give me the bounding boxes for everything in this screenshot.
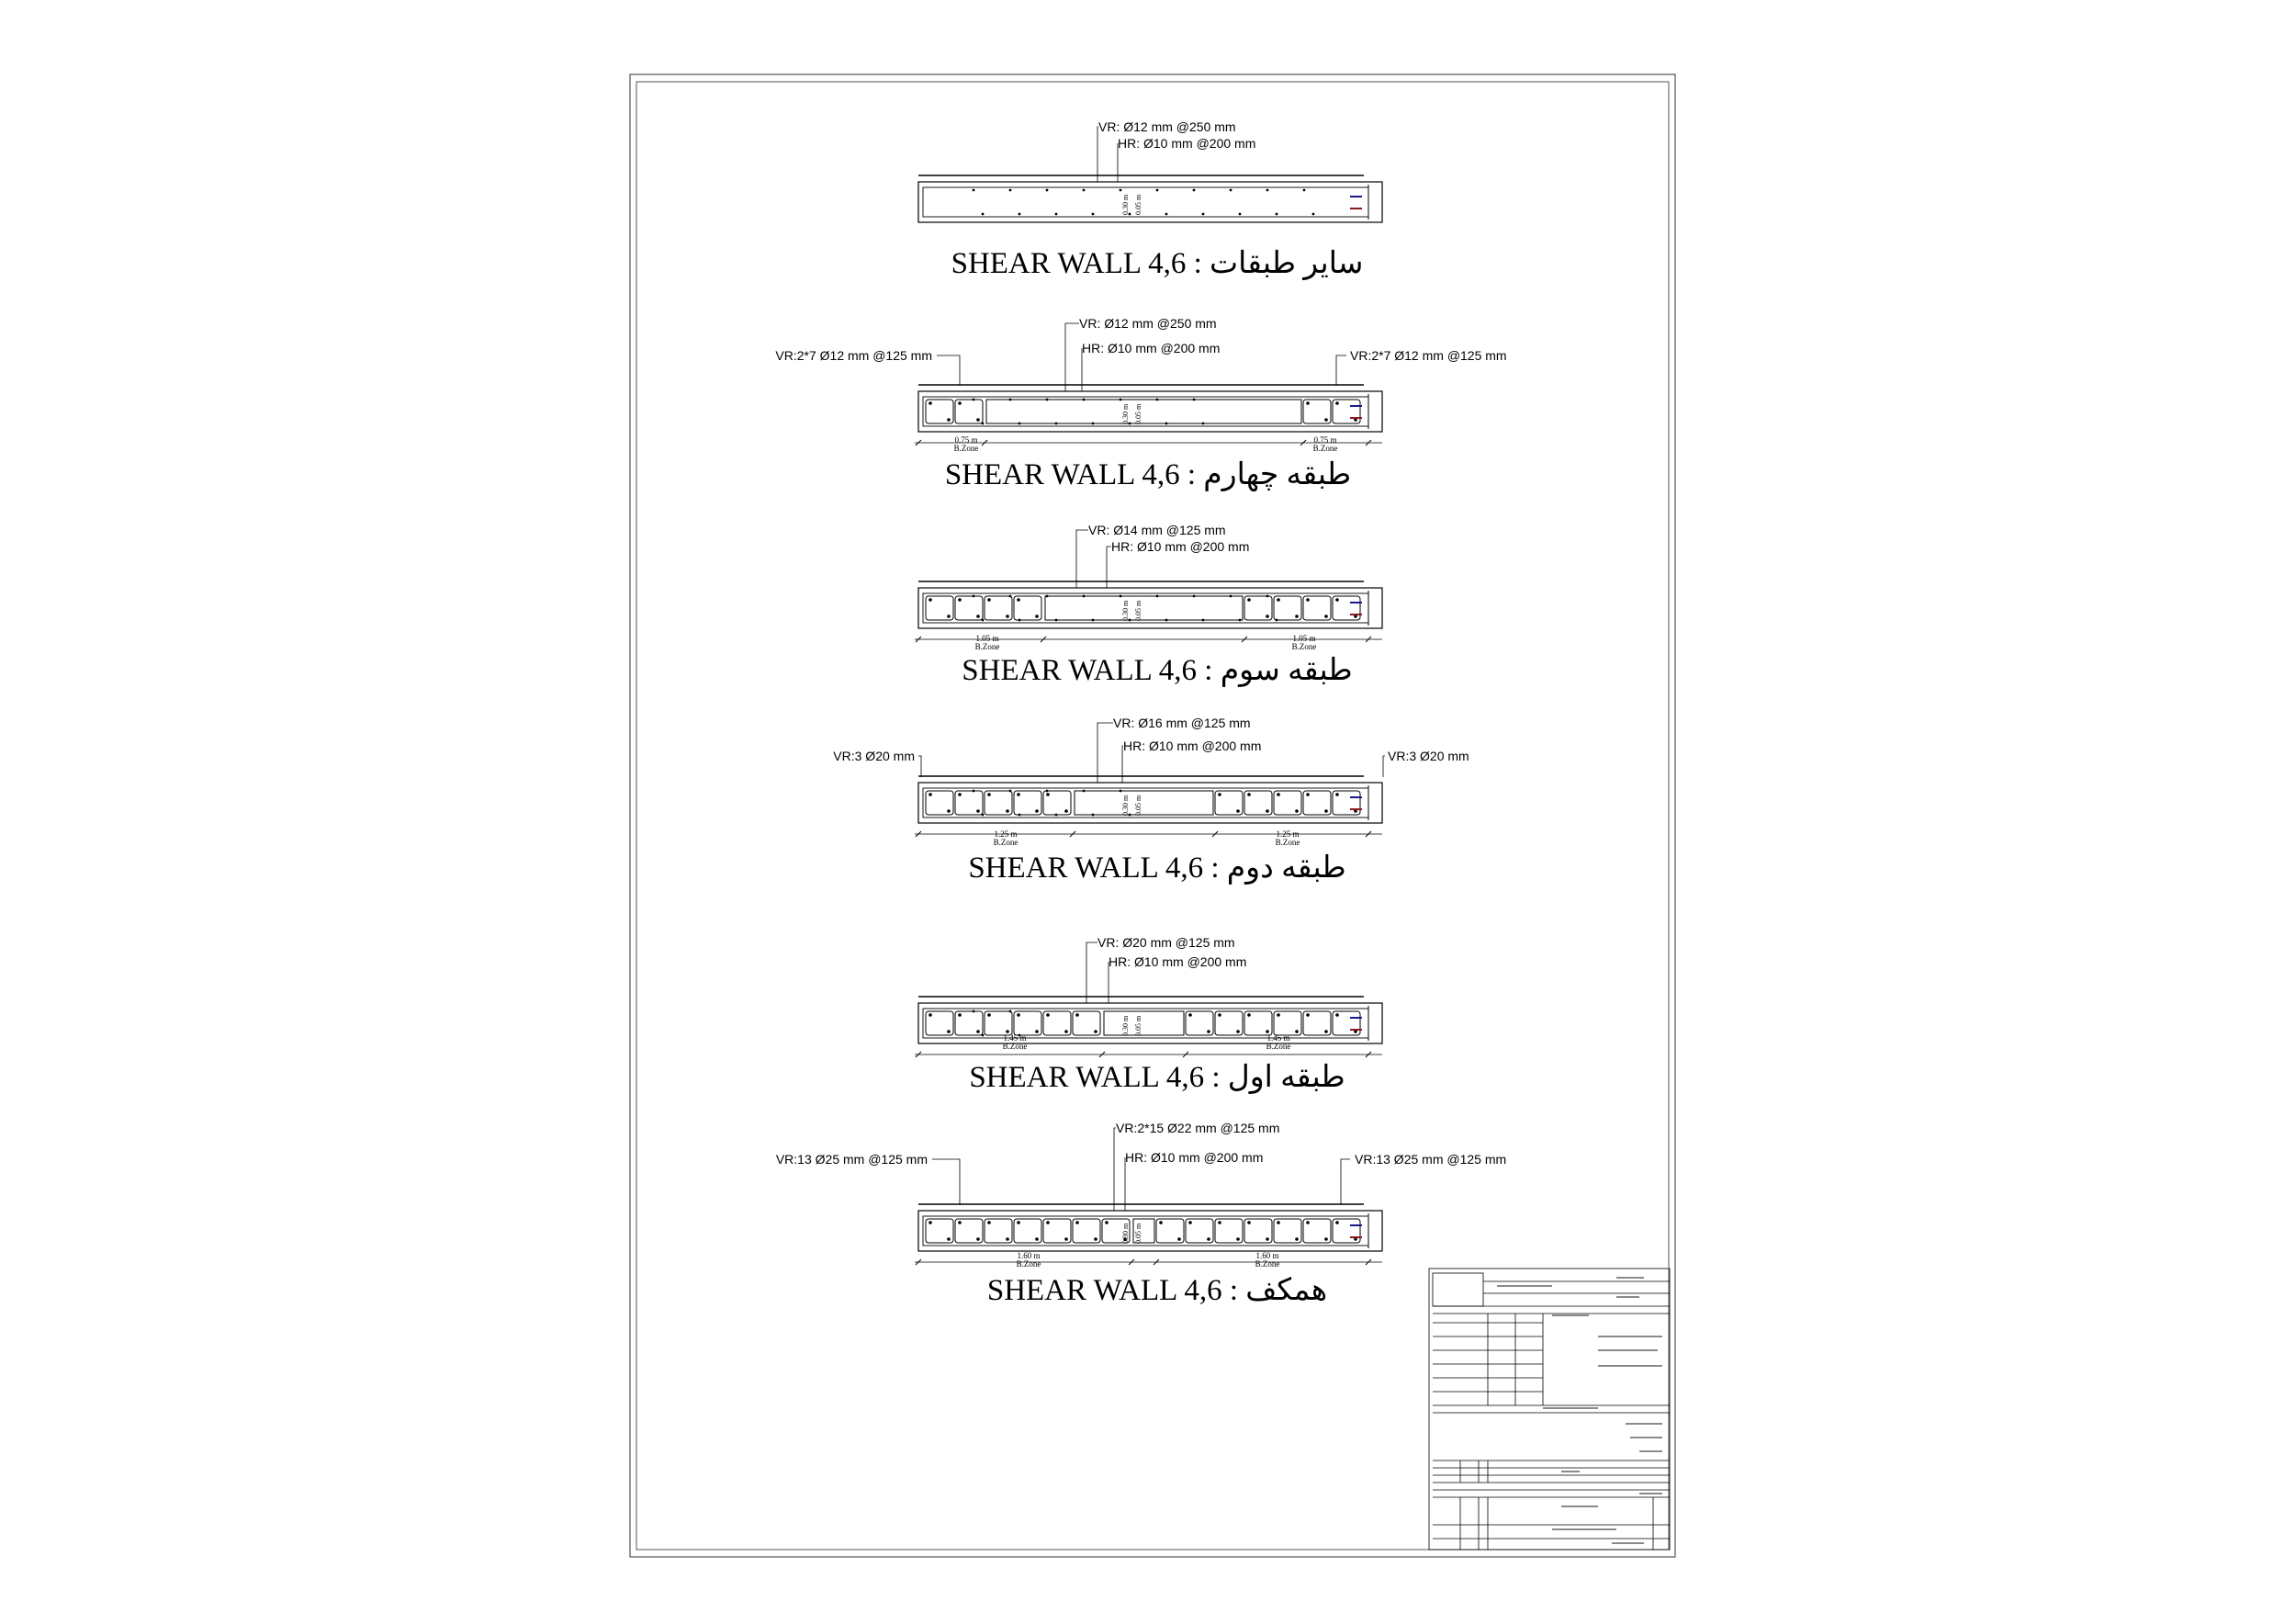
rebar-dot (982, 1034, 985, 1037)
rebar-dot (1120, 595, 1122, 598)
left-dim: 1.60 m (1017, 1251, 1041, 1260)
thickness-dim: 0.30 m (1121, 194, 1130, 215)
outer-border (630, 74, 1675, 1557)
thickness-dim: 0.30 m (1121, 1015, 1130, 1036)
left-zone: B.Zone (1002, 1042, 1028, 1051)
left-zone: B.Zone (974, 642, 1000, 651)
cover-dim: 0.05 m (1134, 600, 1142, 621)
rebar-dot (1276, 619, 1278, 622)
left-dim: 1.45 m (1003, 1033, 1027, 1043)
rebar-dot (1188, 1221, 1192, 1224)
rebar-dot (1035, 1237, 1039, 1241)
rebar-dot (1019, 213, 1021, 216)
rebar-dot (1230, 595, 1232, 598)
rebar-dot (1120, 189, 1122, 192)
rebar-dot (1193, 399, 1196, 401)
thickness-dim: 0.30 m (1121, 1223, 1130, 1244)
rebar-dot (1312, 213, 1315, 216)
right-bar-label: VR:2*7 Ø12 mm @125 mm (1350, 348, 1507, 363)
rebar-dot (1156, 189, 1159, 192)
rebar-dot (1236, 1030, 1240, 1033)
wall-outline (918, 1003, 1382, 1043)
rebar-dot (1335, 401, 1339, 405)
rebar-dot (1055, 619, 1058, 622)
rebar-dot (1009, 189, 1012, 192)
rebar-dot (958, 1013, 962, 1017)
cover-dim: 0.05 m (1134, 1223, 1142, 1244)
right-bar-label: VR:13 Ø25 mm @125 mm (1355, 1152, 1507, 1167)
wall-section-5 (915, 935, 1382, 1095)
rebar-dot (1303, 189, 1306, 192)
rebar-dot (1094, 1237, 1097, 1241)
rebar-dot (929, 793, 932, 796)
rebar-dot (1306, 793, 1310, 796)
inner-border (636, 82, 1669, 1550)
rebar-dot (1083, 399, 1086, 401)
rebar-dot (1035, 809, 1039, 813)
vr-label: VR: Ø14 mm @125 mm (1088, 523, 1226, 537)
section-title: SHEAR WALL 4,6 : طبقه دوم (968, 851, 1346, 885)
cover-dim: 0.05 m (1134, 403, 1142, 424)
right-dim: 1.05 m (1292, 634, 1316, 643)
rebar-dot (1009, 1010, 1012, 1013)
rebar-dot (1165, 619, 1168, 622)
thickness-dim: 0.30 m (1121, 403, 1130, 424)
rebar-dot (1009, 595, 1012, 598)
rebar-dot (1188, 1013, 1192, 1017)
rebar-dot (987, 1013, 991, 1017)
rebar-dot (973, 399, 975, 401)
rebar-dot (1277, 1013, 1280, 1017)
rebar-dot (1266, 615, 1269, 618)
wall-outline (918, 182, 1382, 222)
rebar-dot (1236, 809, 1240, 813)
vr-label: VR: Ø12 mm @250 mm (1098, 119, 1236, 134)
right-bar-leader (1383, 756, 1385, 777)
right-dim: 1.45 m (1266, 1033, 1290, 1043)
left-bar-leader (937, 355, 960, 386)
rebar-dot (1324, 418, 1328, 422)
rebar-dot (987, 598, 991, 602)
rebar-dot (1075, 1221, 1079, 1224)
rebar-dot (1277, 793, 1280, 796)
rebar-dot (1075, 1013, 1079, 1017)
left-dim: 1.25 m (994, 829, 1018, 839)
rebar-dot (976, 1237, 980, 1241)
web-hoop (1045, 596, 1243, 620)
rebar-dot (1335, 1221, 1339, 1224)
left-zone: B.Zone (953, 444, 979, 453)
rebar-dot (973, 1010, 975, 1013)
rebar-dot (1156, 595, 1159, 598)
wall-section-4 (833, 716, 1469, 885)
right-dim: 1.60 m (1255, 1251, 1279, 1260)
right-zone: B.Zone (1266, 1042, 1291, 1051)
right-zone: B.Zone (1291, 642, 1317, 651)
wall-outline (918, 783, 1382, 823)
title-block (1429, 1269, 1670, 1550)
rebar-dot (1017, 1013, 1020, 1017)
cover-dim: 0.05 m (1134, 795, 1142, 816)
rebar-dot (1247, 1013, 1251, 1017)
right-dim: 0.75 m (1313, 435, 1337, 445)
wall-plan (915, 1128, 1382, 1265)
rebar-dot (1092, 814, 1095, 817)
rebar-dot (1092, 213, 1095, 216)
rebar-dot (1295, 615, 1299, 618)
rebar-dot (973, 189, 975, 192)
rebar-dot (1083, 790, 1086, 793)
right-bar-leader (1341, 1159, 1350, 1205)
left-bar-label: VR:2*7 Ø12 mm @125 mm (775, 348, 932, 363)
wall-section-6 (776, 1121, 1506, 1307)
rebar-dot (1239, 213, 1242, 216)
vr-leader (1086, 942, 1097, 1003)
rebar-dot (1247, 1221, 1251, 1224)
rebar-dot (1017, 1221, 1020, 1224)
vr-label: VR: Ø20 mm @125 mm (1097, 935, 1235, 950)
rebar-dot (1006, 809, 1009, 813)
left-bar-label: VR:3 Ø20 mm (833, 749, 915, 763)
rebar-dot (1207, 1237, 1210, 1241)
rebar-dot (1324, 1030, 1328, 1033)
vr-leader (1065, 323, 1079, 391)
rebar-dot (973, 790, 975, 793)
rebar-dot (1046, 399, 1049, 401)
rebar-dot (1266, 809, 1269, 813)
rebar-dot (1046, 793, 1050, 796)
rebar-dot (1006, 1237, 1009, 1241)
rebar-dot (976, 418, 980, 422)
cover-dim: 0.05 m (1134, 1015, 1142, 1036)
rebar-dot (1159, 1221, 1163, 1224)
rebar-dot (1046, 595, 1049, 598)
rebar-dot (973, 595, 975, 598)
rebar-dot (1055, 814, 1058, 817)
rebar-dot (1177, 1237, 1181, 1241)
wall-section-2 (775, 316, 1506, 492)
rebar-dot (958, 793, 962, 796)
cover-dim: 0.05 m (1134, 194, 1142, 215)
right-bar-label: VR:3 Ø20 mm (1388, 749, 1469, 763)
rebar-dot (947, 615, 951, 618)
vr-leader (1097, 723, 1113, 783)
rebar-dot (1046, 1013, 1050, 1017)
rebar-dot (1295, 1030, 1299, 1033)
rebar-dot (929, 598, 932, 602)
rebar-dot (987, 793, 991, 796)
right-zone: B.Zone (1312, 444, 1338, 453)
rebar-dot (982, 213, 985, 216)
rebar-dot (1017, 598, 1020, 602)
rebar-dot (1165, 213, 1168, 216)
rebar-dot (1120, 399, 1122, 401)
left-dim: 1.05 m (975, 634, 999, 643)
rebar-dot (1120, 790, 1122, 793)
left-bar-leader (918, 756, 921, 777)
rebar-dot (1335, 1013, 1339, 1017)
left-zone: B.Zone (993, 838, 1019, 847)
rebar-dot (1055, 213, 1058, 216)
rebar-dot (1046, 1221, 1050, 1224)
thickness-dim: 0.30 m (1121, 600, 1130, 621)
rebar-dot (1046, 790, 1049, 793)
right-dim: 1.25 m (1276, 829, 1300, 839)
rebar-dot (1202, 213, 1205, 216)
rebar-dot (1035, 1030, 1039, 1033)
rebar-dot (1247, 793, 1251, 796)
rebar-dot (1083, 189, 1086, 192)
rebar-dot (1236, 1237, 1240, 1241)
hr-label: HR: Ø10 mm @200 mm (1109, 954, 1247, 969)
rebar-dot (1009, 790, 1012, 793)
rebar-dot (1017, 793, 1020, 796)
rebar-dot (982, 814, 985, 817)
rebar-dot (958, 401, 962, 405)
rebar-dot (1193, 189, 1196, 192)
rebar-dot (947, 418, 951, 422)
rebar-cage (923, 187, 1368, 217)
rebar-dot (1324, 1237, 1328, 1241)
section-title: SHEAR WALL 4,6 : طبقه اول (969, 1061, 1345, 1094)
rebar-dot (958, 1221, 962, 1224)
wall-outline (918, 391, 1382, 432)
rebar-dot (1335, 598, 1339, 602)
rebar-dot (1277, 598, 1280, 602)
rebar-dot (1105, 1221, 1109, 1224)
rebar-dot (1064, 809, 1068, 813)
rebar-dot (1324, 615, 1328, 618)
rebar-dot (976, 615, 980, 618)
rebar-dot (1207, 1030, 1210, 1033)
hr-label: HR: Ø10 mm @200 mm (1118, 136, 1256, 151)
rebar-dot (1266, 595, 1269, 598)
wall-outline (918, 588, 1382, 628)
rebar-dot (987, 1221, 991, 1224)
rebar-dot (1306, 401, 1310, 405)
wall-section-1 (918, 119, 1382, 281)
rebar-dot (1218, 1221, 1221, 1224)
rebar-dot (1083, 595, 1086, 598)
rebar-dot (1019, 423, 1021, 425)
rebar-dot (1046, 189, 1049, 192)
vr-label: VR:2*15 Ø22 mm @125 mm (1116, 1121, 1280, 1135)
rebar-dot (1156, 399, 1159, 401)
rebar-dot (1064, 1237, 1068, 1241)
rebar-dot (929, 1013, 932, 1017)
rebar-dot (1306, 598, 1310, 602)
rebar-dot (1218, 1013, 1221, 1017)
section-title: SHEAR WALL 4,6 : طبقه چهارم (944, 458, 1352, 491)
rebar-dot (947, 1237, 951, 1241)
section-title: SHEAR WALL 4,6 : طبقه سوم (962, 654, 1353, 687)
rebar-dot (1277, 1221, 1280, 1224)
rebar-dot (1202, 619, 1205, 622)
rebar-dot (1019, 814, 1021, 817)
web-hoop (1104, 1011, 1184, 1035)
web-hoop (986, 400, 1301, 423)
rebar-dot (958, 598, 962, 602)
vr-leader (1114, 1128, 1116, 1211)
hr-label: HR: Ø10 mm @200 mm (1082, 341, 1221, 355)
right-zone: B.Zone (1255, 1259, 1280, 1269)
right-zone: B.Zone (1275, 838, 1300, 847)
rebar-dot (1276, 213, 1278, 216)
rebar-dot (1247, 598, 1251, 602)
vr-label: VR: Ø16 mm @125 mm (1113, 716, 1251, 730)
rebar-dot (1064, 1030, 1068, 1033)
rebar-dot (1266, 1237, 1269, 1241)
rebar-dot (1165, 423, 1168, 425)
vr-label: VR: Ø12 mm @250 mm (1079, 316, 1217, 331)
section-title: SHEAR WALL 4,6 : همکف (986, 1274, 1328, 1307)
left-bar-label: VR:13 Ø25 mm @125 mm (775, 1152, 928, 1167)
rebar-dot (947, 1030, 951, 1033)
hr-label: HR: Ø10 mm @200 mm (1123, 739, 1262, 753)
rebar-dot (1306, 1221, 1310, 1224)
rebar-dot (1230, 189, 1232, 192)
left-dim: 0.75 m (954, 435, 978, 445)
rebar-dot (1306, 1013, 1310, 1017)
vr-leader (1097, 127, 1098, 182)
rebar-dot (1295, 1237, 1299, 1241)
left-bar-leader (932, 1159, 960, 1205)
rebar-dot (976, 809, 980, 813)
rebar-dot (982, 423, 985, 425)
left-zone: B.Zone (1016, 1259, 1041, 1269)
rebar-dot (1035, 615, 1039, 618)
wall-outline (918, 1211, 1382, 1251)
hr-label: HR: Ø10 mm @200 mm (1111, 539, 1250, 554)
rebar-dot (1218, 793, 1221, 796)
rebar-dot (929, 1221, 932, 1224)
rebar-dot (1266, 189, 1269, 192)
thickness-dim: 0.30 m (1121, 795, 1130, 816)
rebar-dot (1006, 615, 1009, 618)
rebar-dot (1092, 619, 1095, 622)
hr-label: HR: Ø10 mm @200 mm (1125, 1150, 1264, 1165)
rebar-dot (976, 1030, 980, 1033)
wall-section-3 (915, 523, 1382, 688)
rebar-dot (1295, 809, 1299, 813)
rebar-dot (1202, 423, 1205, 425)
rebar-dot (929, 401, 932, 405)
rebar-dot (982, 619, 985, 622)
rebar-dot (1092, 423, 1095, 425)
right-bar-leader (1336, 355, 1346, 386)
web-hoop (1075, 791, 1213, 815)
rebar-dot (947, 809, 951, 813)
rebar-dot (1094, 1030, 1097, 1033)
rebar-dot (1055, 423, 1058, 425)
rebar-dot (1239, 619, 1242, 622)
section-title: SHEAR WALL 4,6 : سایر طبقات (951, 247, 1364, 280)
rebar-dot (1019, 619, 1021, 622)
vr-leader (1076, 530, 1088, 588)
rebar-dot (1335, 793, 1339, 796)
rebar-dot (1324, 809, 1328, 813)
rebar-dot (1009, 399, 1012, 401)
rebar-dot (1193, 595, 1196, 598)
